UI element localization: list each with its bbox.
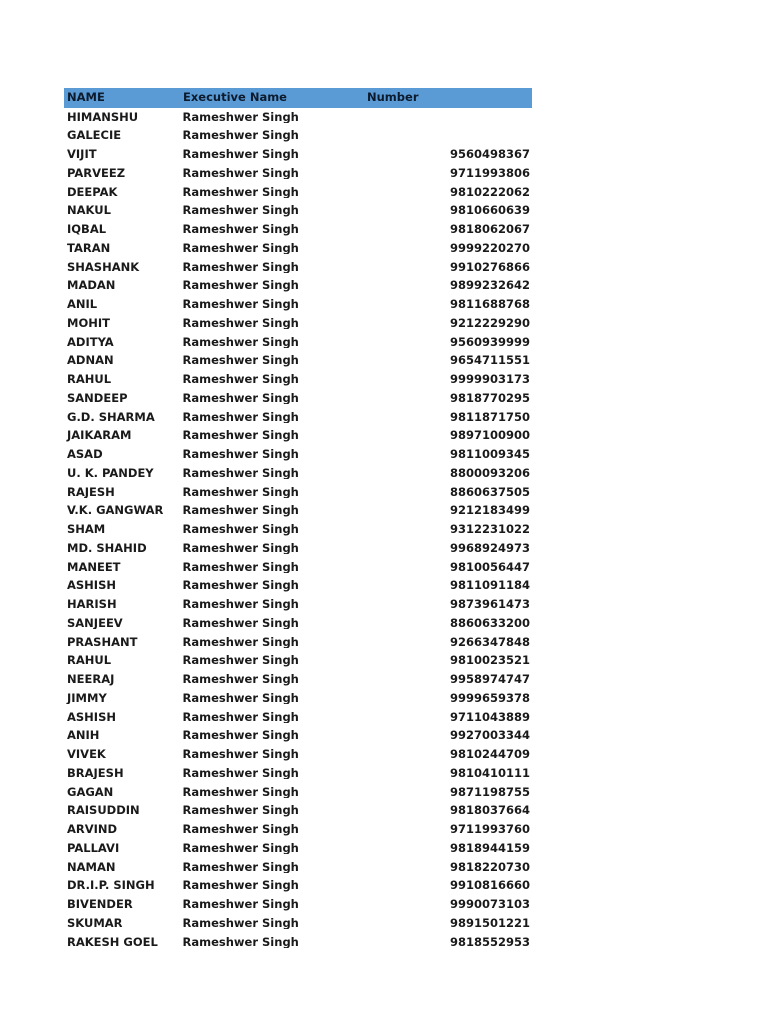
executive-name-cell: Rameshwer Singh — [182, 167, 299, 180]
executive-name-cell: Rameshwer Singh — [182, 261, 299, 274]
name-cell: RAKESH GOEL — [67, 936, 158, 949]
table-row — [64, 671, 532, 690]
executive-name-cell: Rameshwer Singh — [182, 805, 299, 817]
executive-name-cell: Rameshwer Singh — [182, 299, 299, 311]
executive-name-cell: Rameshwer Singh — [182, 336, 299, 349]
name-cell: ANIL — [67, 299, 98, 311]
number-cell: 9999659378 — [449, 692, 530, 705]
executive-name-cell: Rameshwer Singh — [182, 636, 299, 649]
name-cell: IQBAL — [67, 224, 107, 236]
name-cell: SHAM — [67, 524, 106, 536]
number-cell: 9958974747 — [449, 674, 530, 686]
number-cell: 9818770295 — [449, 392, 530, 405]
executive-name-cell: Rameshwer Singh — [182, 411, 299, 424]
number-cell: 9897100900 — [449, 430, 530, 442]
name-cell: ARVIND — [67, 824, 118, 836]
table-row — [64, 577, 532, 596]
table-row — [64, 689, 532, 708]
table-row — [64, 389, 532, 408]
name-cell: MOHIT — [67, 317, 110, 330]
executive-name-cell: Rameshwer Singh — [182, 711, 299, 724]
executive-name-cell: Rameshwer Singh — [182, 130, 299, 142]
executive-name-cell: Rameshwer Singh — [182, 842, 299, 855]
executive-name-cell: Rameshwer Singh — [182, 242, 299, 255]
number-cell: 9212229290 — [449, 317, 530, 330]
number-cell: 9968924973 — [449, 542, 530, 555]
table-row — [64, 296, 532, 315]
table-row — [64, 764, 532, 783]
name-cell: VIJIT — [67, 149, 97, 161]
executive-name-cell: Rameshwer Singh — [182, 186, 299, 199]
name-cell: RAHUL — [67, 655, 112, 667]
name-cell: MD. SHAHID — [67, 542, 147, 555]
number-cell: 9560939999 — [449, 336, 530, 349]
number-cell: 8800093206 — [449, 467, 530, 480]
table-body — [64, 108, 532, 952]
executive-name-cell: Rameshwer Singh — [182, 205, 299, 217]
table-row — [64, 933, 532, 952]
number-cell: 9818552953 — [449, 936, 530, 949]
number-cell: 9818037664 — [449, 805, 530, 817]
executive-name-cell: Rameshwer Singh — [182, 486, 299, 499]
number-cell: 9810410111 — [449, 767, 530, 780]
number-cell: 9818220730 — [449, 861, 530, 874]
table-row — [64, 652, 532, 671]
executive-name-cell: Rameshwer Singh — [182, 674, 299, 686]
name-cell: ADITYA — [67, 336, 114, 349]
table-row — [64, 727, 532, 746]
number-cell: 9711993806 — [449, 167, 530, 180]
executive-name-cell: Rameshwer Singh — [182, 880, 299, 892]
number-cell: 9810023521 — [449, 655, 530, 667]
number-cell: 9818944159 — [449, 842, 530, 855]
number-cell: 9810244709 — [449, 749, 530, 761]
table-row — [64, 446, 532, 465]
name-cell: ASHISH — [67, 580, 116, 592]
name-cell: SKUMAR — [67, 917, 123, 930]
number-cell: 9811009345 — [449, 449, 530, 461]
number-cell: 9312231022 — [449, 524, 530, 536]
executive-name-cell: Rameshwer Singh — [182, 730, 299, 742]
header-name: NAME — [67, 92, 105, 104]
name-cell: HIMANSHU — [67, 111, 139, 124]
name-cell: G.D. SHARMA — [67, 411, 155, 424]
executive-name-cell: Rameshwer Singh — [182, 355, 299, 367]
table-row — [64, 127, 532, 146]
name-cell: U. K. PANDEY — [67, 467, 154, 480]
executive-name-cell: Rameshwer Singh — [182, 317, 299, 330]
executive-name-cell: Rameshwer Singh — [182, 561, 299, 574]
table-row — [64, 708, 532, 727]
header-executive-name: Executive Name — [183, 92, 287, 104]
table-row — [64, 239, 532, 258]
executive-name-cell: Rameshwer Singh — [182, 861, 299, 874]
table-row — [64, 783, 532, 802]
number-cell: 9999903173 — [449, 374, 530, 386]
number-cell: 9990073103 — [449, 899, 530, 911]
table-row — [64, 821, 532, 840]
header-number: Number — [367, 92, 419, 104]
executive-name-cell: Rameshwer Singh — [182, 692, 299, 705]
table-row — [64, 839, 532, 858]
executive-name-cell: Rameshwer Singh — [182, 430, 299, 442]
number-cell: 9910276866 — [449, 261, 530, 274]
name-cell: SANDEEP — [67, 392, 128, 405]
name-cell: DEEPAK — [67, 186, 118, 199]
number-cell: 9266347848 — [449, 636, 530, 649]
executive-name-cell: Rameshwer Singh — [182, 392, 299, 405]
name-cell: MADAN — [67, 280, 116, 292]
name-cell: JIMMY — [67, 692, 107, 705]
table-row — [64, 352, 532, 371]
name-cell: NAMAN — [67, 861, 116, 874]
name-cell: BRAJESH — [67, 767, 124, 780]
name-cell: MANEET — [67, 561, 121, 574]
table-row — [64, 314, 532, 333]
number-cell: 9899232642 — [449, 280, 530, 292]
table-row — [64, 858, 532, 877]
number-cell: 9811091184 — [449, 580, 530, 592]
executive-name-cell: Rameshwer Singh — [182, 224, 299, 236]
executive-name-cell: Rameshwer Singh — [182, 749, 299, 761]
executive-name-cell: Rameshwer Singh — [182, 767, 299, 780]
table-row — [64, 277, 532, 296]
table-row — [64, 633, 532, 652]
table-row — [64, 802, 532, 821]
executive-name-cell: Rameshwer Singh — [182, 899, 299, 911]
name-cell: ASAD — [67, 449, 103, 461]
number-cell: 9871198755 — [449, 786, 530, 799]
name-cell: RAISUDDIN — [67, 805, 140, 817]
executive-name-cell: Rameshwer Singh — [182, 580, 299, 592]
table-row — [64, 146, 532, 165]
table-row — [64, 371, 532, 390]
table-row — [64, 258, 532, 277]
table-row — [64, 221, 532, 240]
table-row — [64, 558, 532, 577]
executive-name-cell: Rameshwer Singh — [182, 655, 299, 667]
executive-name-cell: Rameshwer Singh — [182, 280, 299, 292]
number-cell: 9810222062 — [449, 186, 530, 199]
table-row — [64, 483, 532, 502]
table-row — [64, 464, 532, 483]
number-cell: 9811688768 — [449, 299, 530, 311]
number-cell: 9811871750 — [449, 411, 530, 424]
table-row — [64, 596, 532, 615]
executive-name-cell: Rameshwer Singh — [182, 524, 299, 536]
name-cell: DR.I.P. SINGH — [67, 880, 155, 892]
table-row — [64, 877, 532, 896]
name-cell: V.K. GANGWAR — [67, 505, 164, 517]
executive-name-cell: Rameshwer Singh — [182, 467, 299, 480]
executive-name-cell: Rameshwer Singh — [182, 917, 299, 930]
table-row — [64, 183, 532, 202]
table-row — [64, 539, 532, 558]
name-cell: ADNAN — [67, 355, 114, 367]
name-cell: ANIH — [67, 730, 100, 742]
number-cell: 9927003344 — [449, 730, 530, 742]
table-row — [64, 502, 532, 521]
name-cell: ASHISH — [67, 711, 116, 724]
table-row — [64, 614, 532, 633]
executive-name-cell: Rameshwer Singh — [182, 374, 299, 386]
table-row — [64, 164, 532, 183]
name-cell: SHASHANK — [67, 261, 140, 274]
table-row — [64, 108, 532, 127]
executive-name-cell: Rameshwer Singh — [182, 599, 299, 611]
table-row — [64, 896, 532, 915]
executive-name-cell: Rameshwer Singh — [182, 111, 299, 124]
table-row — [64, 746, 532, 765]
table-row — [64, 333, 532, 352]
name-cell: HARISH — [67, 599, 117, 611]
executive-name-cell: Rameshwer Singh — [182, 542, 299, 555]
table-row — [64, 521, 532, 540]
name-cell: PARVEEZ — [67, 167, 126, 180]
table-row — [64, 914, 532, 933]
contact-table — [64, 88, 532, 952]
table-header-row — [64, 88, 532, 108]
name-cell: NEERAJ — [67, 674, 115, 686]
number-cell: 9873961473 — [449, 599, 530, 611]
name-cell: GAGAN — [67, 786, 114, 799]
name-cell: SANJEEV — [67, 617, 123, 630]
number-cell: 9818062067 — [449, 224, 530, 236]
table-row — [64, 408, 532, 427]
number-cell: 9810056447 — [449, 561, 530, 574]
executive-name-cell: Rameshwer Singh — [182, 149, 299, 161]
number-cell: 8860637505 — [449, 486, 530, 499]
number-cell: 9891501221 — [449, 917, 530, 930]
executive-name-cell: Rameshwer Singh — [182, 617, 299, 630]
name-cell: GALECIE — [67, 130, 122, 142]
number-cell: 9212183499 — [449, 505, 530, 517]
name-cell: JAIKARAM — [67, 430, 132, 442]
number-cell: 9560498367 — [449, 149, 530, 161]
number-cell: 9910816660 — [449, 880, 530, 892]
number-cell: 9654711551 — [449, 355, 530, 367]
number-cell: 9999220270 — [449, 242, 530, 255]
name-cell: RAJESH — [67, 486, 115, 499]
name-cell: RAHUL — [67, 374, 112, 386]
name-cell: VIVEK — [67, 749, 106, 761]
name-cell: TARAN — [67, 242, 111, 255]
number-cell: 8860633200 — [449, 617, 530, 630]
executive-name-cell: Rameshwer Singh — [182, 824, 299, 836]
executive-name-cell: Rameshwer Singh — [182, 449, 299, 461]
name-cell: BIVENDER — [67, 899, 133, 911]
executive-name-cell: Rameshwer Singh — [182, 786, 299, 799]
number-cell: 9711043889 — [449, 711, 530, 724]
number-cell: 9810660639 — [449, 205, 530, 217]
number-cell: 9711993760 — [449, 824, 530, 836]
name-cell: PALLAVI — [67, 842, 120, 855]
table-row — [64, 202, 532, 221]
name-cell: PRASHANT — [67, 636, 138, 649]
table-row — [64, 427, 532, 446]
executive-name-cell: Rameshwer Singh — [182, 505, 299, 517]
name-cell: NAKUL — [67, 205, 111, 217]
executive-name-cell: Rameshwer Singh — [182, 936, 299, 949]
